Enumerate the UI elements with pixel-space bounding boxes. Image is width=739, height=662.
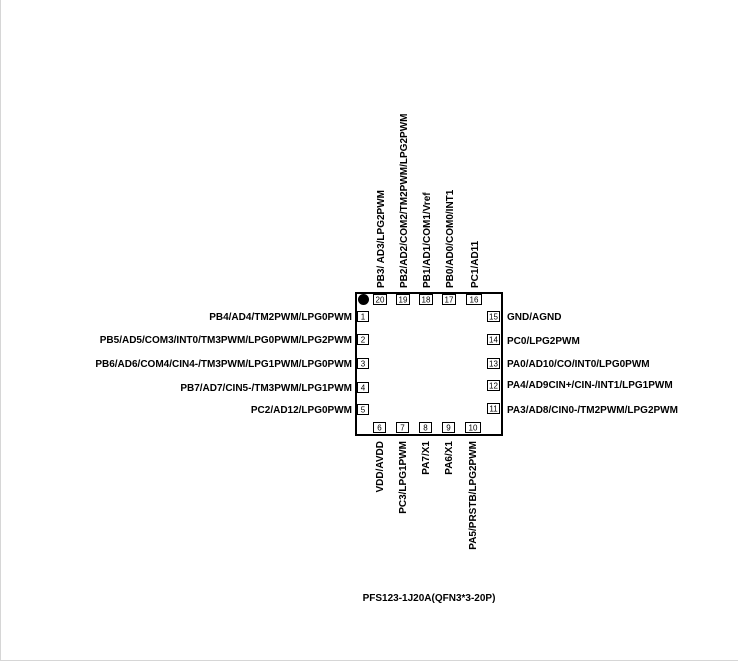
pin-number: 6 — [377, 423, 382, 433]
pin-18 — [420, 192, 434, 305]
pin-label: PA7/X1 — [421, 441, 432, 475]
pin-label: PC2/AD12/LPG0PWM — [250, 405, 352, 416]
pin-number: 17 — [444, 295, 454, 305]
pin-4 — [180, 383, 368, 395]
pin-number: 7 — [400, 423, 405, 433]
pin-label: PB5/AD5/COM3/INT0/TM3PWM/LPG0PWM/LPG2PWM — [99, 335, 352, 346]
pin-number: 2 — [360, 335, 366, 345]
pin-label: PC1/AD11 — [470, 240, 481, 288]
pin-number: 18 — [421, 295, 431, 305]
pin-number: 12 — [489, 381, 498, 391]
pin-number: 5 — [360, 405, 366, 415]
pin-label: PC3/LPG1PWM — [398, 441, 409, 514]
pin-number: 14 — [489, 335, 498, 345]
pin1-marker — [358, 294, 369, 305]
pin-label: PB0/AD0/COM0/INT1 — [445, 189, 456, 288]
pin-label: VDD/AVDD — [375, 441, 386, 493]
pin-number: 11 — [489, 404, 498, 414]
pin-label: PB1/AD1/COM1/Vref — [422, 192, 433, 288]
pin-number: 3 — [360, 359, 366, 369]
pin-number: 4 — [360, 383, 366, 393]
pin-13 — [488, 359, 650, 371]
pin-label: PB6/AD6/COM4/CIN4-/TM3PWM/LPG1PWM/LPG0PWM — [95, 359, 352, 370]
pin-label: GND/AGND — [507, 312, 562, 323]
pin-label: PC0/LPG2PWM — [507, 336, 580, 347]
pin-number: 10 — [468, 423, 478, 433]
pin-label: PA5/PRSTB/LPG2PWM — [468, 441, 479, 550]
pin-number: 13 — [489, 359, 498, 369]
pin-label: PA3/AD8/CIN0-/TM2PWM/LPG2PWM — [507, 405, 678, 416]
package-caption: PFS123-1J20A(QFN3*3-20P) — [362, 593, 496, 604]
pin-11 — [488, 404, 678, 417]
pin-label: PB4/AD4/TM2PWM/LPG0PWM — [209, 312, 352, 323]
pin-label: PB3/ AD3/LPG2PWM — [376, 190, 387, 288]
pin-2 — [100, 335, 369, 347]
pin-16 — [467, 240, 482, 304]
pin-label: PB2/AD2/COM2/TM2PWM/LPG2PWM — [399, 113, 410, 288]
pin-5 — [251, 405, 369, 417]
pin-number: 19 — [398, 295, 408, 305]
pin-number: 8 — [423, 423, 428, 433]
pin-number: 15 — [489, 312, 498, 322]
pin-3 — [95, 359, 368, 371]
pin-19 — [397, 114, 411, 305]
pin-20 — [374, 190, 388, 304]
pin-number: 16 — [469, 295, 479, 305]
pin-17 — [443, 189, 457, 304]
pin-label: PA0/AD10/CO/INT0/LPG0PWM — [507, 359, 650, 370]
pin-10 — [466, 423, 481, 550]
chip-body — [356, 293, 502, 435]
pin-label: PA4/AD9CIN+/CIN-/INT1/LPG1PWM — [507, 380, 673, 391]
pin-label: PA6/X1 — [444, 441, 455, 475]
pin-number: 20 — [375, 295, 385, 305]
pin-number: 9 — [446, 423, 451, 433]
pin-6 — [374, 423, 387, 493]
pin-12 — [488, 380, 673, 391]
pin-1 — [209, 312, 368, 324]
pin-label: PB7/AD7/CIN5-/TM3PWM/LPG1PWM — [180, 383, 352, 394]
pin-7 — [397, 423, 410, 514]
pin-number: 1 — [360, 312, 366, 322]
